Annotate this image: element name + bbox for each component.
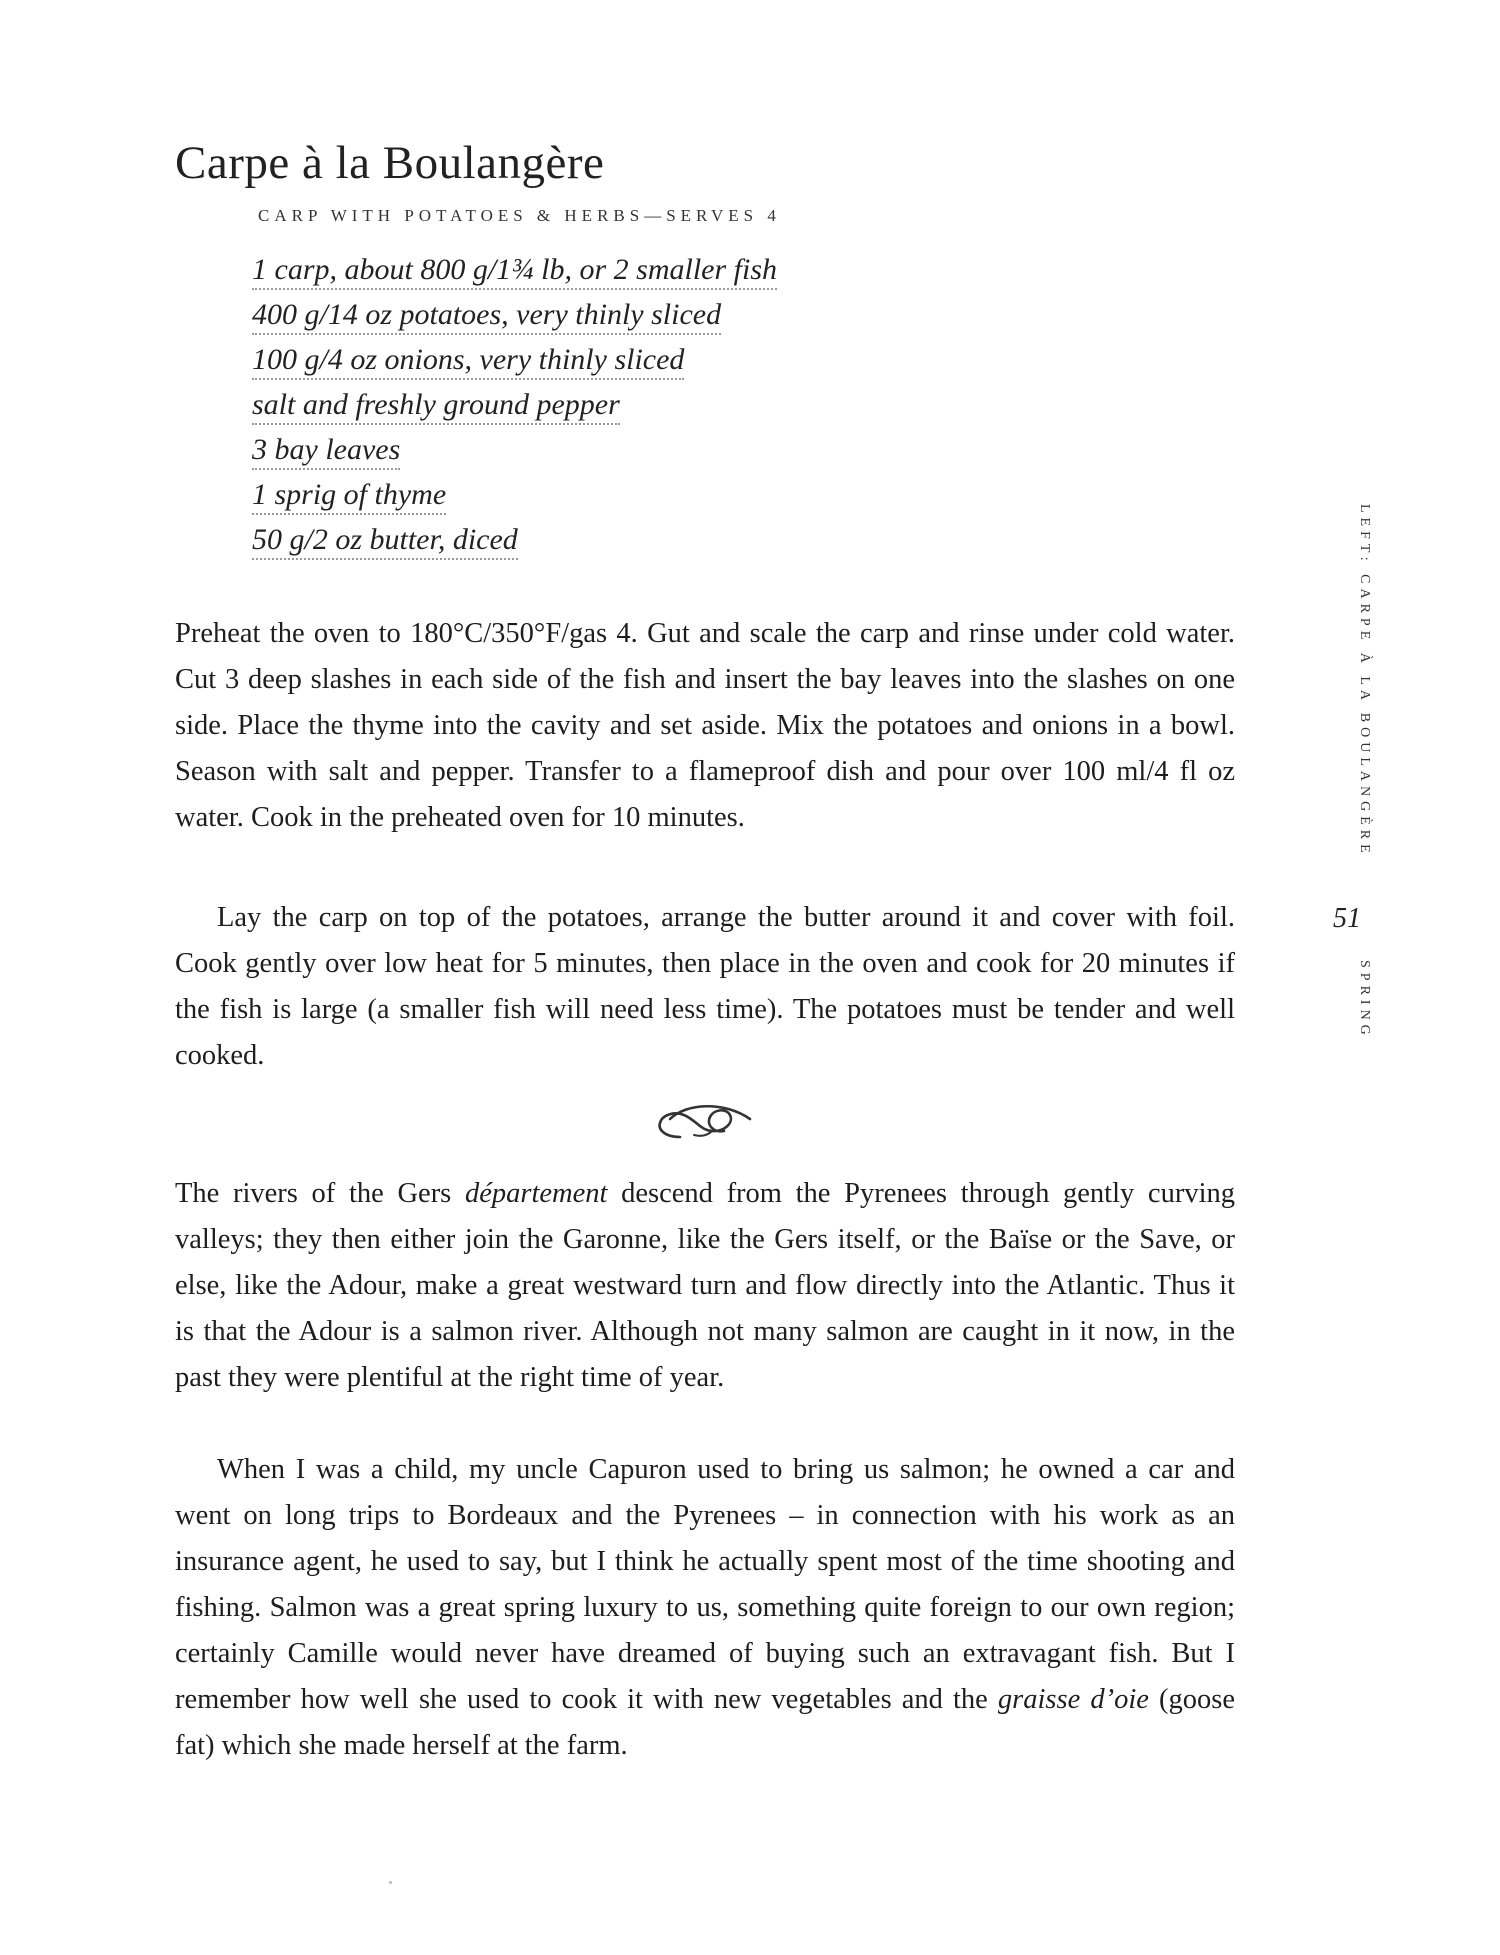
ingredient-item: 1 sprig of thyme: [252, 477, 446, 522]
ingredient-item: 3 bay leaves: [252, 432, 400, 477]
ingredient-item: 100 g/4 oz onions, very thinly sliced: [252, 342, 684, 387]
section-label: SPRING: [1357, 960, 1372, 1040]
scan-speck: [389, 1881, 392, 1884]
ingredient-item: 1 carp, about 800 g/1¾ lb, or 2 smaller fish: [252, 252, 777, 297]
ingredient-item: 400 g/14 oz potatoes, very thinly sliced: [252, 297, 721, 342]
method-paragraph-2: Lay the carp on top of the potatoes, arrange the butter around it and cover with foil. Cook gently over low heat for 5 minutes, then place in the oven and cook for 20 minutes if the fish is large (a smaller fish will need less time). The potatoes must be tender and well cooked.: [175, 902, 1235, 1071]
photo-caption: LEFT: CARPE À LA BOULANGÈRE: [1357, 504, 1372, 858]
recipe-subtitle: CARP WITH POTATOES & HERBS—SERVES 4: [258, 206, 781, 225]
ingredient-item: 50 g/2 oz butter, diced: [252, 522, 518, 567]
recipe-title: Carpe à la Boulangère: [175, 137, 605, 189]
ingredient-list: [252, 252, 777, 567]
page-number: 51: [1333, 903, 1361, 934]
essay-paragraph-2: When I was a child, my uncle Capuron used to bring us salmon; he owned a car and went on long trips to Bordeaux and the Pyrenees – in connection with his work as an insurance agent, he used to say, but I think he actually spent most of the time shooting and fishing. Salmon was a great spring luxury to us, something quite foreign to our own region; certainly Camille would never have dreamed of buying such an extravagant fish. But I remember how well she used to cook it with new vegetables and the graisse d’oie (goose fat) which she made herself at the farm.: [175, 1454, 1235, 1761]
flourish-ornament-icon: [650, 1097, 760, 1147]
essay-paragraph-1: The rivers of the Gers département descend from the Pyrenees through gently curving valleys; they then either join the Garonne, like the Gers itself, or the Baïse or the Save, or else, like the Adour, make a great westward turn and flow directly into the Atlantic. Thus it is that the Adour is a salmon river. Although not many salmon are caught in it now, in the past they were plentiful at the right time of year.: [175, 1178, 1235, 1393]
ingredient-item: salt and freshly ground pepper: [252, 387, 620, 432]
method-paragraph-1: Preheat the oven to 180°C/350°F/gas 4. Gut and scale the carp and rinse under cold water. Cut 3 deep slashes in each side of the fish and insert the bay leaves into the slashes on one side. Place the thyme into the cavity and set aside. Mix the potatoes and onions in a bowl. Season with salt and pepper. Transfer to a flameproof dish and pour over 100 ml/4 fl oz water. Cook in the preheated oven for 10 minutes.: [175, 618, 1235, 833]
